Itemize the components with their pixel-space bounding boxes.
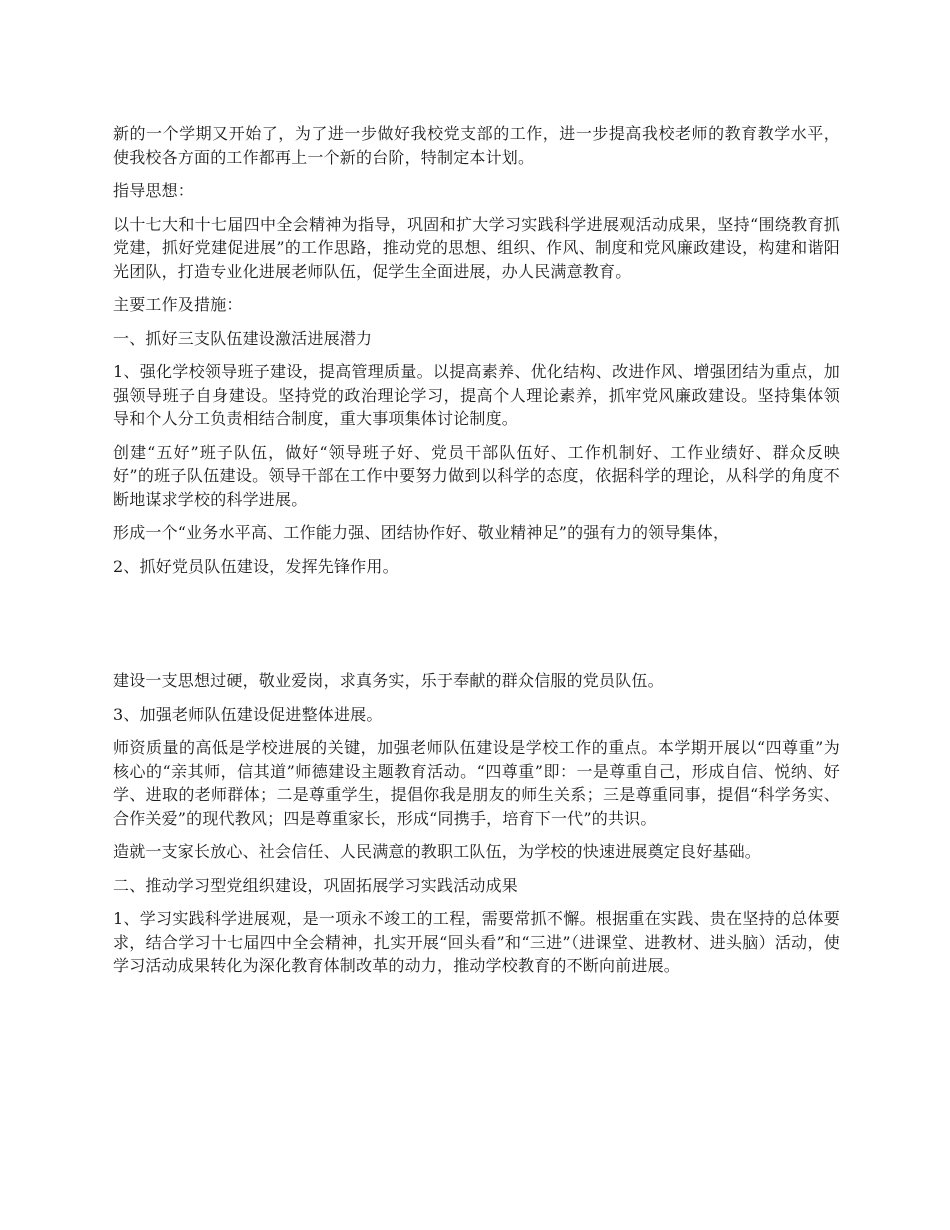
staff-team-paragraph: 造就一支家长放心、社会信任、人民满意的教职工队伍，为学校的快速进展奠定良好基础。 <box>113 842 762 861</box>
guiding-thought-paragraph: 以十七大和十七届四中全会精神为指导，巩固和扩大学习实践科学进展观活动成果，坚持“围绕教育抓党建，抓好党建促进展”的工作思路，推动党的思想、组织、作风、制度和党风廉政建设，构建和谐阳光团队，打造专业化进展老师队伍，促学生全面进展，办人民满意教育。 <box>113 214 840 281</box>
intro-paragraph: 新的一个学期又开始了，为了进一步做好我校党支部的工作，进一步提高我校老师的教育教学水平，使我校各方面的工作都再上一个新的台阶，特制定本计划。 <box>113 124 840 167</box>
section-heading-1: 一、抓好三支队伍建设激活进展潜力 <box>113 328 373 348</box>
heading-guiding-thought: 指导思想： <box>113 181 195 200</box>
section-heading-2: 二、推动学习型党组织建设，巩固拓展学习实践活动成果 <box>113 875 519 895</box>
item-3-heading: 3、加强老师队伍建设促进整体进展。 <box>113 704 383 724</box>
heading-main-work: 主要工作及措施： <box>113 295 243 314</box>
item-2-heading: 2、抓好党员队伍建设，发挥先锋作用。 <box>113 556 399 576</box>
teacher-quality-paragraph: 师资质量的高低是学校进展的关键，加强老师队伍建设是学校工作的重点。本学期开展以“四尊重”为核心的“亲其师，信其道”师德建设主题教育活动。“四尊重”即：一是尊重自己，形成自信、悦纳、好学、进取的老师群体；二是尊重学生，提倡你我是朋友的师生关系；三是尊重同事，提倡“科学务实、合作关爱”的现代教风；四是尊重家长，形成“同携手，培育下一代”的共识。 <box>113 738 840 828</box>
party-member-team-paragraph: 建设一支思想过硬，敬业爱岗，求真务实，乐于奉献的群众信服的党员队伍。 <box>113 671 664 690</box>
learning-practice-paragraph: 1、学习实践科学进展观，是一项永不竣工的工程，需要常抓不懈。根据重在实践、贵在坚持的总体要求，结合学习十七届四中全会精神，扎实开展“回头看”和“三进”（进课堂、进教材、进头脑）活动，使学习活动成果转化为深化教育体制改革的动力，推动学校教育的不断向前进展。 <box>113 909 840 975</box>
blank-gap <box>113 588 840 669</box>
five-good-paragraph: 创建“五好”班子队伍，做好“领导班子好、党员干部队伍好、工作机制好、工作业绩好、群众反映好”的班子队伍建设。领导干部在工作中要努力做到以科学的态度，依据科学的理论，从科学的角度不断地谋求学校的科学进展。 <box>113 442 840 509</box>
item-1-paragraph: 1、强化学校领导班子建设，提高管理质量。以提高素养、优化结构、改进作风、增强团结为重点，加强领导班子自身建设。坚持党的政治理论学习，提高个人理论素养，抓牢党风廉政建设。坚持集体领导和个人分工负责相结合制度，重大事项集体讨论制度。 <box>113 362 840 428</box>
leadership-collective-paragraph: 形成一个“业务水平高、工作能力强、团结协作好、敬业精神足”的强有力的领导集体， <box>113 523 730 542</box>
